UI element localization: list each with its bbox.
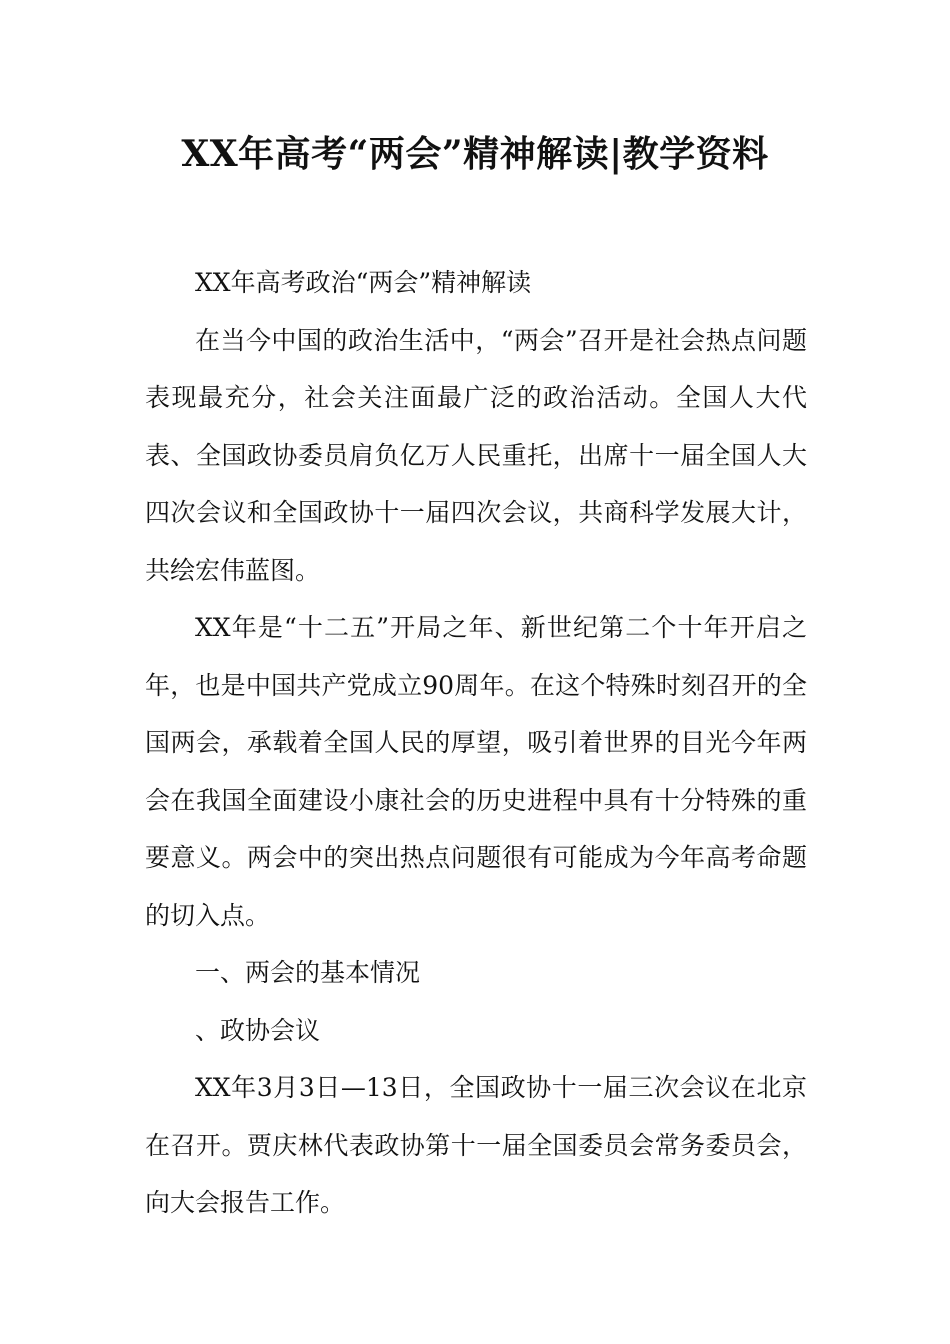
- document-title: XX年高考“两会”精神解读|教学资料: [181, 133, 769, 175]
- section-heading-basic-situation: 一、两会的基本情况: [195, 958, 421, 987]
- subsection-heading-cppcc: 、政协会议: [195, 1015, 321, 1045]
- paragraph-subtitle: XX年高考政治“两会”精神解读: [195, 268, 532, 297]
- paragraph-intro: 在当今中国的政治生活中，“两会”召开是社会热点问题表现最充分，社会关注面最广泛的政治活动。全国人大代表、全国政协委员肩负亿万人民重托，出席十一届全国人大四次会议和全国政协十一届四次会议，共商科学发展大计，共绘宏伟蓝图。: [145, 325, 807, 585]
- paragraph-cppcc-meeting: XX年3月3日—13日，全国政协十一届三次会议在北京在召开。贾庆林代表政协第十一届全国委员会常务委员会，向大会报告工作。: [145, 1073, 807, 1217]
- paragraph-background: XX年是“十二五”开局之年、新世纪第二个十年开启之年，也是中国共产党成立90周年。在这个特殊时刻召开的全国两会，承载着全国人民的厚望，吸引着世界的目光今年两会在我国全面建设小康社会的历史进程中具有十分特殊的重要意义。两会中的突出热点问题很有可能成为今年高考命题的切入点。: [145, 613, 807, 930]
- document-body: [145, 254, 807, 1232]
